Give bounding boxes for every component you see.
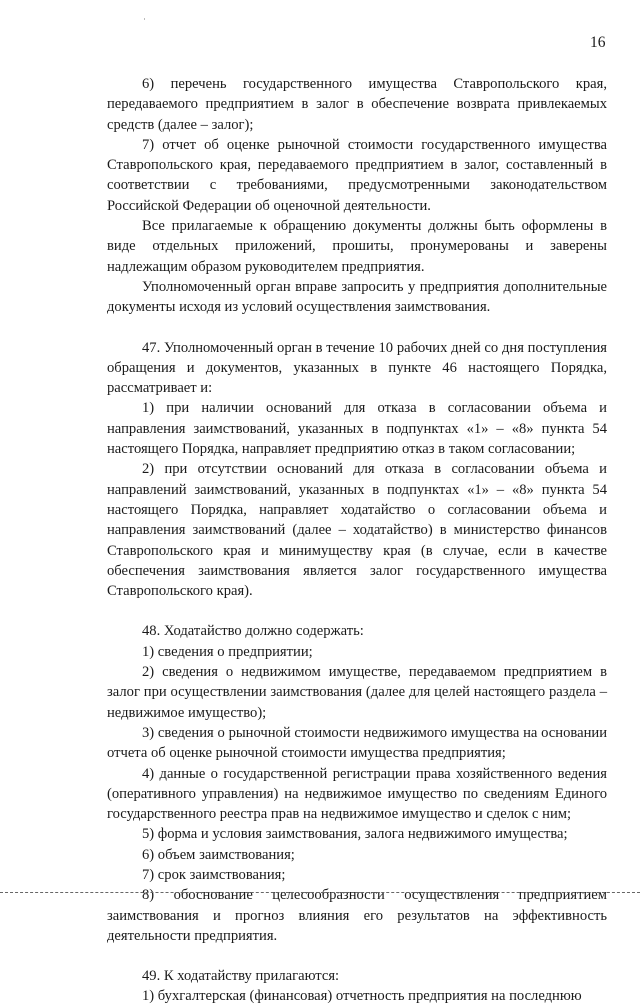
- paragraph-48-item-4: 4) данные о государственной регистрации права хозяйственного ведения (оперативного управления) на недвижимое имущество по сведениям Единого государственного реестра прав на недвижимое имущество и сделок с ним;: [107, 765, 607, 823]
- paragraph-48: 48. Ходатайство должно содержать:: [142, 623, 364, 640]
- paragraph-47: 47. Уполномоченный орган в течение 10 рабочих дней со дня поступления обращения и документов, указанных в пункте 46 настоящего Порядка, рассматривает и:: [107, 339, 607, 397]
- paragraph-6-pledge-list: 6) перечень государственного имущества Ставропольского края, передаваемого предприятием в залог в обеспечение возврата привлекаемых средств (далее – залог);: [107, 76, 607, 133]
- paragraph-49-item-1: 1) бухгалтерская (финансовая) отчетность предприятия на последнюю: [142, 988, 582, 1005]
- paragraph-48-item-2: 2) сведения о недвижимом имуществе, передаваемом предприятием в залог при осуществлении заимствования (далее для целей настоящего раздела – недвижимое имущество);: [107, 664, 607, 721]
- paragraph-48-item-5: 5) форма и условия заимствования, залога недвижимого имущества;: [142, 826, 568, 843]
- paragraph-additional-documents: Уполномоченный орган вправе запросить у предприятия дополнительные документы исходя из условий осуществления заимствования.: [107, 278, 607, 316]
- paragraph-48-item-6: 6) объем заимствования;: [142, 846, 295, 863]
- paragraph-47-item-1: 1) при наличии оснований для отказа в согласовании объема и направления заимствований, указанных в подпунктах «1» – «8» пункта 54 настоящего Порядка, направляет предприятию отказ в таком согласовании;: [107, 400, 607, 458]
- paragraph-48-item-8: 8) обоснование целесообразности осуществления предприятием заимствования и прогноз влияния его результатов на эффективность деятельности предприятия.: [107, 887, 607, 944]
- paragraph-attachments-format: Все прилагаемые к обращению документы должны быть оформлены в виде отдельных приложений, прошиты, пронумерованы и заверены надлежащим образом руководителем предприятия.: [107, 218, 607, 275]
- page-number: 16: [590, 34, 606, 51]
- paragraph-48-item-3: 3) сведения о рыночной стоимости недвижимого имущества на основании отчета об оценке рыночной стоимости имущества предприятия;: [107, 724, 607, 762]
- paragraph-49: 49. К ходатайству прилагаются:: [142, 968, 340, 985]
- paragraph-7-valuation-report: 7) отчет об оценке рыночной стоимости государственного имущества Ставропольского края, передаваемого предприятием в залог, составленный в соответствии с требованиями, предусмотренными законодательством Российской Федерации об оценочной деятельности.: [107, 136, 607, 214]
- document-body: [107, 74, 607, 1007]
- paragraph-48-item-1: 1) сведения о предприятии;: [142, 643, 313, 660]
- paragraph-47-item-2: 2) при отсутствии оснований для отказа в согласовании объема и направлений заимствований, указанных в подпунктах «1» – «8» пункта 54 настоящего Порядка, направляет ходатайство о согласовании объема и направления заимствований (далее – ходатайство) в министерство финансов Ставропольского края и минимуществу края (в случае, если в качестве обеспечения заимствования является залог государственного имущества Ставропольского края).: [107, 461, 607, 600]
- paragraph-48-item-7: 7) срок заимствования;: [142, 866, 286, 883]
- scan-mark: [144, 18, 145, 20]
- page-bottom-edge: [0, 892, 640, 893]
